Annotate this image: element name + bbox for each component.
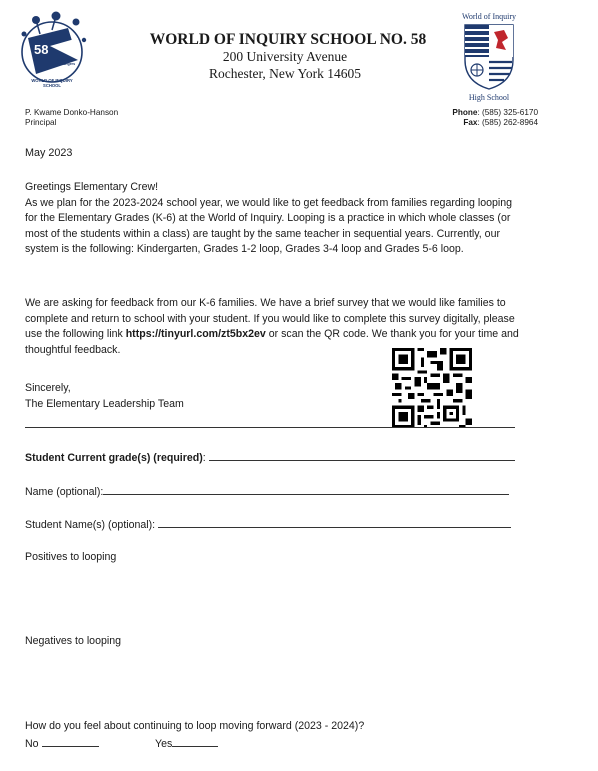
- paragraph-looping: As we plan for the 2023-2024 school year, we would like to get feedback from families regarding looping for the Elementary Grades (K-6) at the World of Inquiry. Looping is a practice in which whole classes (or most of the students within a class) are taught by the same teacher in sequential years. Currently, our system is the following: Kindergarten, Grades 1-2 loop, Grades 3-4 loop and Grades 5-6 loop.: [25, 196, 513, 256]
- qr-code-icon[interactable]: [392, 348, 472, 428]
- sign-off: Sincerely,: [25, 382, 71, 394]
- logo-motto: Crew Not Passengers: [54, 58, 76, 66]
- yes-option: [155, 736, 218, 750]
- student-name-input[interactable]: [158, 517, 511, 528]
- student-name-label: Student Name(s) (optional):: [25, 519, 156, 531]
- logo-ring-text: WORLD OF INQUIRY SCHOOL: [31, 78, 73, 88]
- yes-label: Yes: [155, 738, 173, 750]
- name-label: Name (optional):: [25, 486, 104, 498]
- letter-date: May 2023: [25, 147, 73, 159]
- logo-bottom-text: High School: [468, 93, 510, 102]
- positives-label: Positives to looping: [25, 551, 117, 563]
- no-option: [25, 736, 99, 750]
- school-street: 200 University Avenue: [222, 49, 348, 64]
- no-input[interactable]: [42, 736, 99, 747]
- grade-input[interactable]: [209, 450, 515, 461]
- separator-line: [25, 427, 515, 428]
- greeting: Greetings Elementary Crew!: [25, 181, 159, 193]
- student-name-field: [25, 517, 511, 531]
- loop-question: How do you feel about continuing to loop moving forward (2023 - 2024)?: [25, 720, 365, 732]
- contact-block: [380, 108, 538, 128]
- fax-line: [380, 118, 538, 128]
- phone-number: : (585) 325-6170: [477, 108, 538, 117]
- principal-title: Principal: [25, 118, 57, 127]
- negatives-answer-area[interactable]: [25, 652, 515, 712]
- survey-text-1: We are asking for feedback from our K-6 families. We have a brief survey that we would like families to complete and return to school with your student. If you would like to complete this survey digitally, please use the following link: [25, 297, 515, 341]
- yes-input[interactable]: [172, 736, 218, 747]
- grade-colon: :: [202, 452, 206, 464]
- no-label: No: [25, 738, 39, 750]
- grade-label: Student Current grade(s) (required): [25, 452, 203, 464]
- name-field: [25, 484, 509, 498]
- fax-label: Fax: [463, 118, 478, 127]
- negatives-label: Negatives to looping: [25, 635, 121, 647]
- logo-number: 58: [34, 42, 49, 57]
- logo-top-text: World of Inquiry: [461, 12, 516, 21]
- survey-link[interactable]: https://tinyurl.com/zt5bx2ev: [125, 328, 266, 341]
- letter-intro: [25, 180, 525, 258]
- phone-label: Phone: [452, 108, 478, 117]
- school-58-logo: [16, 10, 92, 94]
- fax-number: : (585) 262-8964: [477, 118, 538, 127]
- principal-name: P. Kwame Donko-Hanson: [25, 108, 119, 117]
- grade-field: [25, 450, 515, 464]
- name-input[interactable]: [103, 484, 509, 495]
- school-name: WORLD OF INQUIRY SCHOOL NO. 58: [149, 31, 427, 48]
- shield-icon: [464, 24, 514, 90]
- letter-closing: [25, 381, 285, 412]
- high-school-logo: [452, 10, 526, 104]
- phone-line: [380, 108, 538, 118]
- survey-text-2: or scan the QR code. We thank you for your time and thoughtful feedback.: [25, 328, 519, 356]
- signature: The Elementary Leadership Team: [25, 397, 184, 410]
- principal-block: [25, 108, 118, 128]
- positives-answer-area[interactable]: [25, 568, 515, 628]
- school-city: Rochester, New York 14605: [208, 66, 362, 81]
